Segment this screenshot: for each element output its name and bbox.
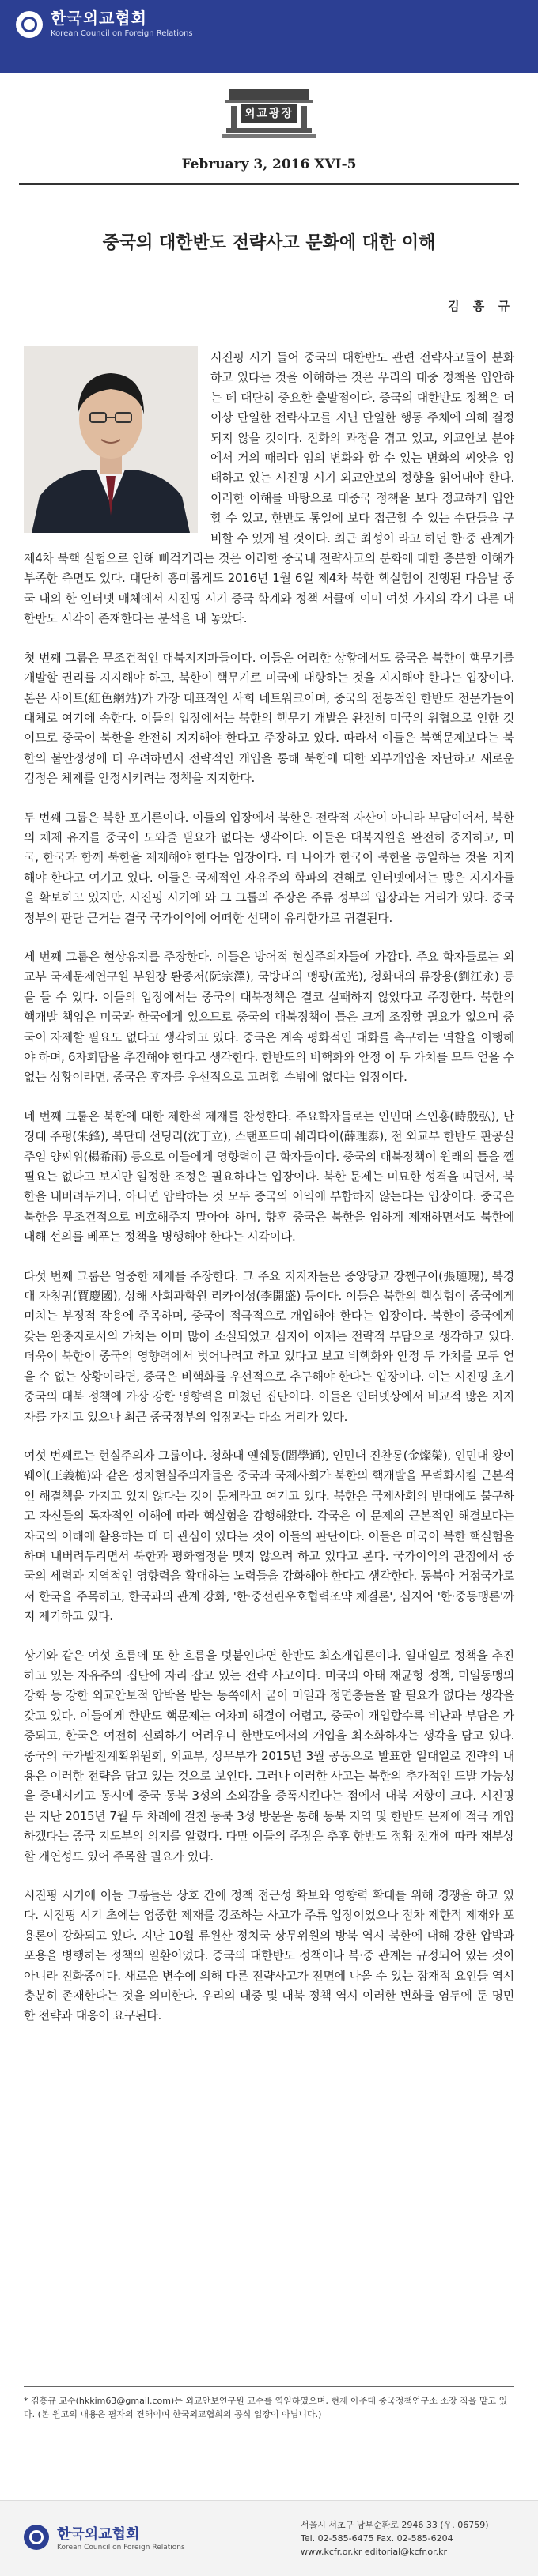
article-headline: 중국의 대한반도 전략사고 문화에 대한 이해 — [102, 233, 436, 253]
article-paragraph: 두 번째 그룹은 북한 포기론이다. 이들의 입장에서 북한은 전략적 자산이 아니라 부담이어서, 북한의 체제 유지를 중국이 도와줄 필요가 없다는 생각이다. 이들은 대북지원을 완전히 중지하고, 미국, 한국과 함께 북한을 제재해야 한다는 입장이다. 더 나아가 한국이 북한을 통일하는 것을 지지해야 한다고 여기고 있다. 이들은 국제적인 자유주의 학파의 견해로 인터넷에서는 많은 지지자들을 확보하고 있지만, 시진핑 시기에 와 그 그룹의 주장은 주류 정부의 입장과는 거리가 있다. 중국정부의 판단 근거는 결국 국가이익에 어떠한 선택이 유리한가로 귀결된다. — [24, 810, 514, 925]
footer-phone-fax: Tel. 02-585-6475 Fax. 02-585-6204 — [301, 2533, 453, 2544]
article-paragraph: 시진핑 시기에 이들 그룹들은 상호 간에 정책 접근성 확보와 영향력 확대를 위해 경쟁을 하고 있다. 시진핑 시기 초에는 엄중한 제재를 강조하는 사고가 주류 입장이었으나 점차 제한적 제재와 포용론이 강화되고 있다. 지난 10월 류윈산 정치국 상무위원의 방북 역시 북한에 대해 강한 압박과 포용을 병행하는 정책의 일환이었다. 중국의 대한반도 정책이나 북·중 관계는 규정되어 있는 것이 아니라 진화중이다. 새로운 변수에 의해 다른 전략사고가 전면에 나올 수 있는 잠재적 요인들 역시 충분히 존재한다는 것을 의미한다. 우리의 대중 및 대북 정책 역시 이러한 변화를 염두에 둔 명민한 전략과 대응이 요구된다. — [24, 1888, 514, 2023]
article-author: 김 흥 규 — [448, 299, 514, 313]
logo-emblem-icon — [16, 11, 43, 38]
article-paragraph: 시진핑 시기 들어 중국의 대한반도 관련 전략사고들이 분화하고 있다는 것을 이해하는 것은 우리의 대중 정책을 입안하는 데 대단히 중요한 출발점이다. 중국의 대한반도 정책은 더 이상 단일한 전략사고를 지닌 단일한 행동 주체에 의해 결정되지 않을 것이다. 진화의 과정을 겪고 있고, 외교안보 분야에서 거의 때려다 임의 변화와 할 수 있는 변화의 씨앗을 잉태하고 있는 시진핑 시기 외교안보의 정향을 읽어내야 한다. 이러한 이해를 바탕으로 대중국 정책을 보다 정교하게 입안할 수 있고, 한반도 통일에 보다 접근할 수 있는 수단들을 구비할 수 있게 될 것이다. 최근 최성이 라고 하던 한·중 관계가 제4차 북핵 실험으로 인해 삐걱거리는 것은 이러한 중국내 전략사고의 분화에 대한 충분한 이해가 부족한 측면도 있다. 대단히 흥미롭게도 2016년 1월 6일 제4차 북한 핵실험이 진행된 다음날 중국 내의 한 인터넷 매체에서 시진핑 시기 중국 학계와 정책 서클에 이미 여섯 가지의 각기 다른 대한반도 시각이 존재한다는 분석을 내 놓았다. — [24, 350, 514, 626]
article-paragraph: 여섯 번째로는 현실주의자 그룹이다. 청화대 옌쉐퉁(閻學通), 인민대 진찬롱(金燦榮), 인민대 왕이웨이(王義桅)와 같은 정치현실주의자들은 중국과 국제사회가 북한의 핵개발을 무력화시킬 근본적인 해결책을 가지고 있지 않다는 것이 문제라고 여기고 있다. 북한은 국제사회의 반대에도 불구하고 자신들의 독자적인 이해에 따라 핵실험을 감행해왔다. 각국은 이 문제의 근본적인 해결보다는 자국의 이해에 활용하는 데 더 관심이 있다는 것이 이들의 판단이다. 이들은 미국이 북한 핵실험을 하며 내버려두리면서 북한과 평화협정을 맺지 않으려 하고 있다고 본다. 국가이익의 관점에서 중국의 세력과 지역적인 영향력을 확대하는 노력들을 강화해야 한다고 생각한다. 동북아 거점국가로서 한국을 주목하고, 한국과의 관계 강화, '한·중선린우호협력조약 체결론', 심지어 '한·중동맹론'까지 제기하고 있다. — [24, 1448, 514, 1624]
column-banner — [229, 89, 309, 139]
footer-org-en: Korean Council on Foreign Relations — [57, 2544, 185, 2551]
photo-spacer — [24, 348, 210, 538]
banner-pillar-icon — [231, 106, 237, 128]
author-footnote: * 김흥규 교수(hkkim63@gmail.com)는 외교안보연구원 교수를 역임하였으며, 현재 아주대 중국정책연구소 소장 직을 맡고 있다. (본 원고의 내용은 필자의 견해이며 한국외교협회의 공식 입장이 아닙니다.) — [24, 2396, 508, 2419]
banner-title: 외교광장 — [241, 104, 297, 123]
footer-logo[interactable] — [24, 2523, 185, 2551]
article-paragraph: 상기와 같은 여섯 흐름에 또 한 흐름을 덧붙인다면 한반도 최소개입론이다. 일대일로 정책을 추진하고 있는 자유주의 집단에 자리 잡고 있는 전략 사고이다. 미국의 아태 재균형 정책, 미일동맹의 강화 등 강한 외교안보적 압박을 받는 동쪽에서 굳이 미일과 정면충돌을 할 필요가 없다는 생각을 갖고 있다. 이들에게 한반도 핵문제는 어차피 해결이 어렵고, 중국이 개입할수록 비난과 부담은 가중되고, 한국은 여전히 신뢰하기 어려우니 한반도에서의 개입을 최소화하자는 생각을 담고 있다. 중국의 국가발전계획위원회, 외교부, 상무부가 2015년 3월 공동으로 발표한 일대일로 전략의 내용은 이러한 전략을 담고 있는 것으로 보인다. 그러나 이러한 사고는 북한의 추가적인 도발 가능성을 증대시키고 동시에 중국 동북 3성의 소외감을 증폭시킨다는 점에서 대북 저항이 크다. 시진핑은 지난 2015년 7월 두 차례에 걸친 동북 3성 방문을 통해 동북 지역 및 한반도 문제에 적극 개입하겠다는 중국 지도부의 의지를 알렸다. 다만 이들의 주장은 추후 한반도 정황 전개에 따라 재부상할 개연성도 있어 주목할 필요가 있다. — [24, 1648, 514, 1864]
article-paragraph: 다섯 번째 그룹은 엄중한 제재를 주장한다. 그 주요 지지자들은 중앙당교 장쩬구이(張璉瑰), 복경대 자칭궈(賈慶國), 상해 사회과학원 리카이성(李開盛) 등이다. 이들은 북한의 핵실험이 중국에게 미치는 부정적 작용에 주목하며, 중국이 적극적으로 개입해야 한다는 입장이다. 북한이 중국에게 갖는 완충지로서의 가치는 이미 많이 소실되었고 심지어 이제는 전략적 부담으로 생각하고 있다. 더욱이 북한이 중국의 영향력에서 벗어나려고 하고 있다고 보고 비핵화와 안정 두 가치를 모두 얻을 수 없는 상황이라면, 중국은 비핵화를 우선적으로 추구해야 한다는 입장이다. 이는 시진핑 초기 중국의 대북 정책에 가장 강한 영향력을 미쳤던 집단이다. 이들은 인터넷상에서 비교적 많은 지지자를 가지고 있으나 최근 중국정부의 입장과는 다소 거리가 있다. — [24, 1268, 514, 1424]
article-body — [24, 348, 514, 2045]
footnote-divider — [24, 2386, 514, 2387]
article-paragraph: 첫 번째 그룹은 무조건적인 대북지지파들이다. 이들은 어려한 상황에서도 중국은 북한이 핵무기를 개발할 권리를 지지해야 하고, 북한이 핵무기로 미국에 대항하는 것을 지지해야 한다는 입장이다. 본은 사이트(紅色網站)가 가장 대표적인 사회 네트워크이며, 중국의 전통적인 한반도 전문가들이 대체로 여기에 속한다. 이들의 입장에서는 북한의 핵무기 개발은 완전히 미국의 위협으로 인한 것이므로 중국이 북한을 완전히 지지해야 한다고 주장하고 있다. 따라서 이들은 북핵문제보다는 북한의 불안정성에 더 우려하면서 전략적인 개입을 통해 북한에 대한 외부개입을 차단하고 새로운 김정은 체제를 안정시키려는 정책을 지지한다. — [24, 650, 514, 786]
footer-web-email[interactable]: www.kcfr.or.kr editorial@kcfr.or.kr — [301, 2547, 448, 2557]
banner-step-icon — [222, 134, 316, 138]
footer-contact — [301, 2518, 489, 2559]
banner-base-icon — [226, 128, 312, 133]
header-org-ko: 한국외교협회 — [51, 9, 147, 28]
header-logo[interactable] — [16, 9, 193, 40]
footer-address: 서울시 서초구 남부순환로 2946 33 (우. 06759) — [301, 2520, 489, 2530]
article-paragraph: 네 번째 그룹은 북한에 대한 제한적 제재를 찬성한다. 주요학자들로는 인민대 스인홍(時殷弘), 난징대 주펑(朱鋒), 복단대 선딩리(沈丁立), 스탠포드대 쉐리타이(薛理泰), 전 외교부 한반도 판공실 주임 양씨위(楊希雨) 등으로 이들에게 영향력이 큰 학자들이다. 중국의 대북정책이 원래의 틀을 깰 필요는 없다고 보지만 일정한 조정은 필요하다는 입장이다. 북한 문제는 미묘한 성격을 띠면서, 북한을 내버려두거나, 아니면 압박하는 것 모두 중국의 이익에 부합하지 않는다는 입장이다. 중국은 북한을 무조건적으로 비호해주지 말아야 하며, 향후 중국은 북한을 엄하게 제재하면서도 북한에 대해 선의를 베푸는 정책을 병행해야 한다는 시각이다. — [24, 1109, 514, 1245]
footer-org-ko: 한국외교협회 — [57, 2526, 140, 2543]
header-bar — [0, 0, 538, 73]
header-org-en: Korean Council on Foreign Relations — [51, 29, 193, 38]
banner-roof-icon — [229, 89, 309, 101]
footer-emblem-icon — [24, 2525, 49, 2550]
issue-date-line: February 3, 2016 XVI-5 — [181, 157, 357, 172]
banner-pillar-icon — [301, 106, 307, 128]
title-divider — [19, 183, 519, 185]
footer-bar — [0, 2500, 538, 2576]
article-paragraph: 세 번째 그룹은 현상유지를 주장한다. 이들은 방어적 현실주의자들에 가깝다. 주요 학자들로는 외교부 국제문제연구원 부원장 롼종저(阮宗澤), 국방대의 맹광(孟光), 청화대의 류장용(劉江永) 등을 들 수 있다. 이들의 입장에서는 중국의 대북정책은 결코 실패하지 않았다고 주장한다. 북한의 핵개발 책임은 미국과 한국에게 있으므로 중국의 대북정책이 틀은 크게 조정할 필요가 없으며 중국이 자제할 필요도 없다고 생각하고 있다. 중국은 계속 평화적인 대화를 촉구하는 역할을 이행해야 하며, 6자회담을 추진해야 한다고 생각한다. 한반도의 비핵화와 안정 이 두 가치를 모두 얻을 수 없는 상황이라면, 중국은 후자를 우선적으로 고려할 수밖에 없다는 입장이다. — [24, 949, 515, 1085]
